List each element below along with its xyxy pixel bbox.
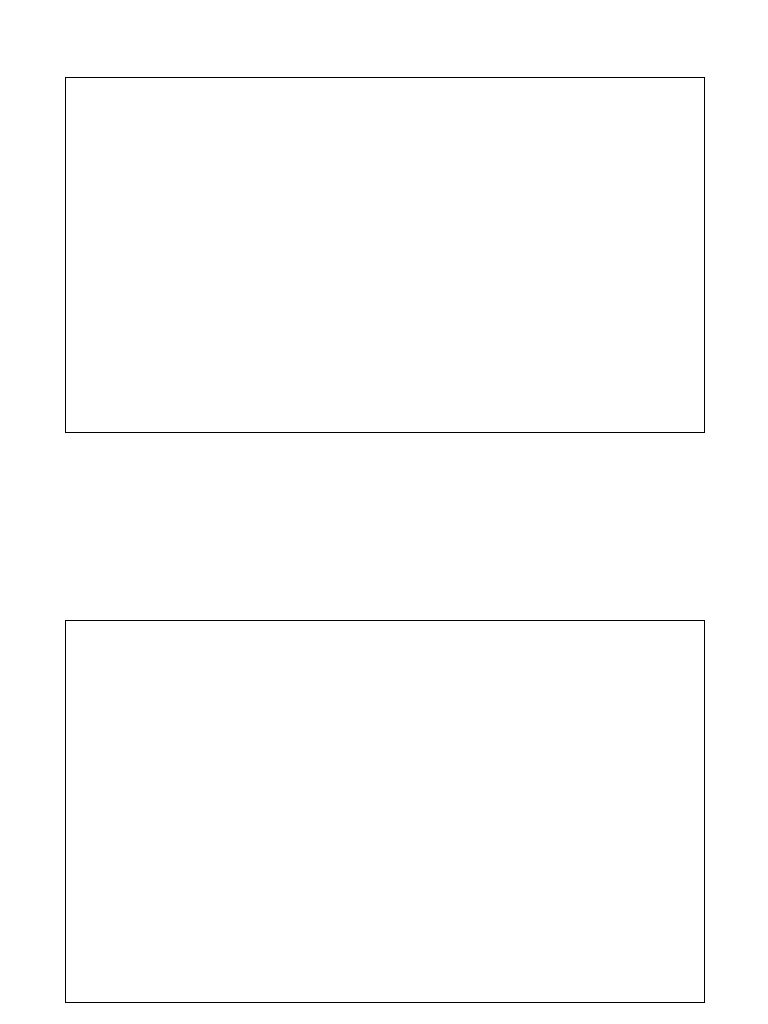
bottom-bookmark-sheet: [65, 620, 705, 1003]
top-bookmark-sheet: [65, 77, 705, 433]
